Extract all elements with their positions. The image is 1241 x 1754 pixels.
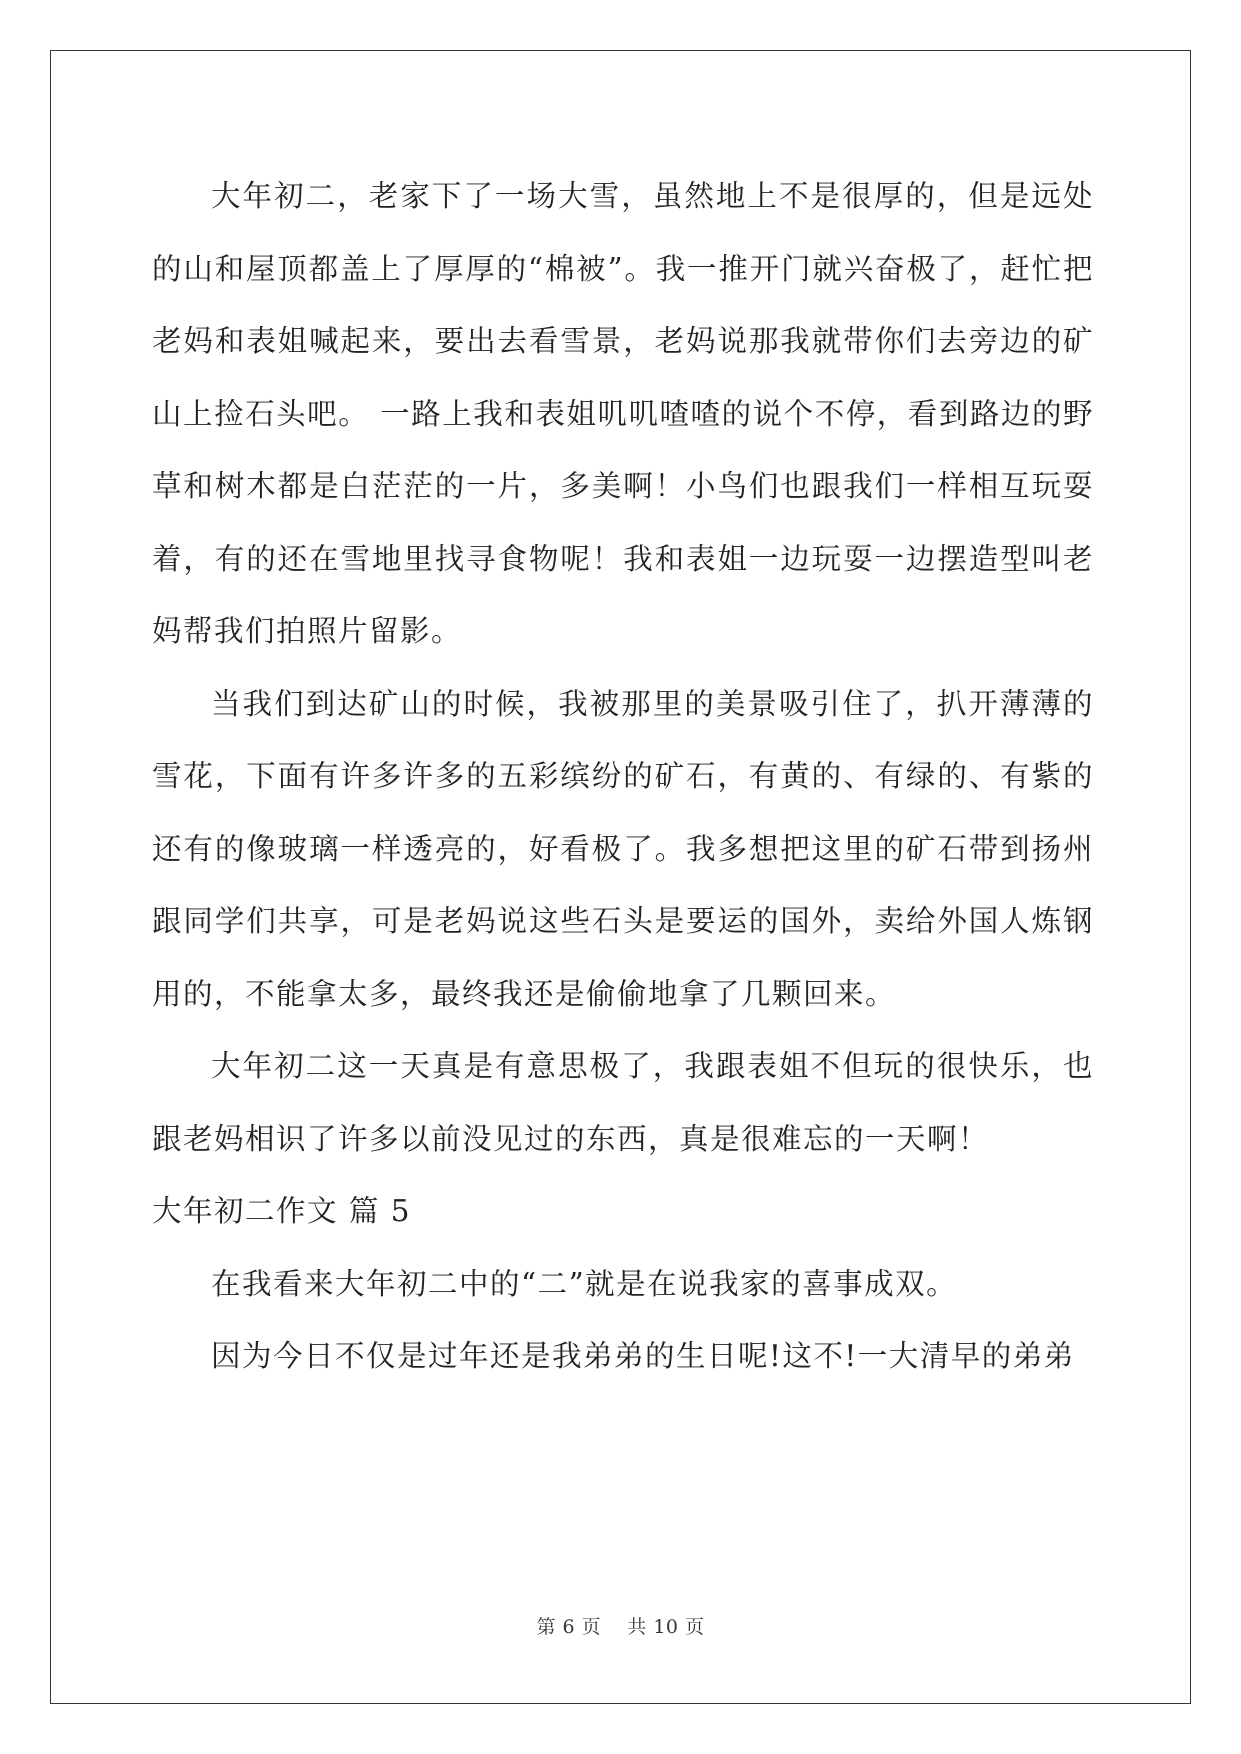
paragraph-4: 在我看来大年初二中的“二”就是在说我家的喜事成双。 — [211, 1266, 958, 1301]
paragraph-1: 大年初二，老家下了一场大雪，虽然地上不是很厚的，但是远处的山和屋顶都盖上了厚厚的“棉被”。我一推开门就兴奋极了，赶忙把老妈和表姐喊起来，要出去看雪景，老妈说那我就带你们去旁边的矿山上捡石头吧。 一路上我和表姐叽叽喳喳的说个不停，看到路边的野草和树木都是白茫茫的一片，多美啊！小鸟们也跟我们一样相互玩耍着，有的还在雪地里找寻食物呢！我和表姐一边玩耍一边摆造型叫老妈帮我们拍照片留影。 — [152, 179, 1094, 648]
page-total: 共 10 页 — [627, 1616, 705, 1638]
page-footer — [0, 1612, 1241, 1639]
page-number: 第 6 页 — [536, 1616, 602, 1638]
document-body — [152, 160, 1094, 1393]
section-title: 大年初二作文 篇 5 — [152, 1194, 412, 1228]
paragraph-2: 当我们到达矿山的时候，我被那里的美景吸引住了，扒开薄薄的雪花，下面有许多许多的五彩缤纷的矿石，有黄的、有绿的、有紫的还有的像玻璃一样透亮的，好看极了。我多想把这里的矿石带到扬州跟同学们共享，可是老妈说这些石头是要运的国外，卖给外国人炼钢用的，不能拿太多，最终我还是偷偷地拿了几颗回来。 — [152, 686, 1094, 1011]
paragraph-3: 大年初二这一天真是有意思极了，我跟表姐不但玩的很快乐，也跟老妈相识了许多以前没见过的东西，真是很难忘的一天啊！ — [152, 1049, 1094, 1156]
paragraph-5: 因为今日不仅是过年还是我弟弟的生日呢!这不!一大清早的弟弟 — [211, 1339, 1075, 1373]
